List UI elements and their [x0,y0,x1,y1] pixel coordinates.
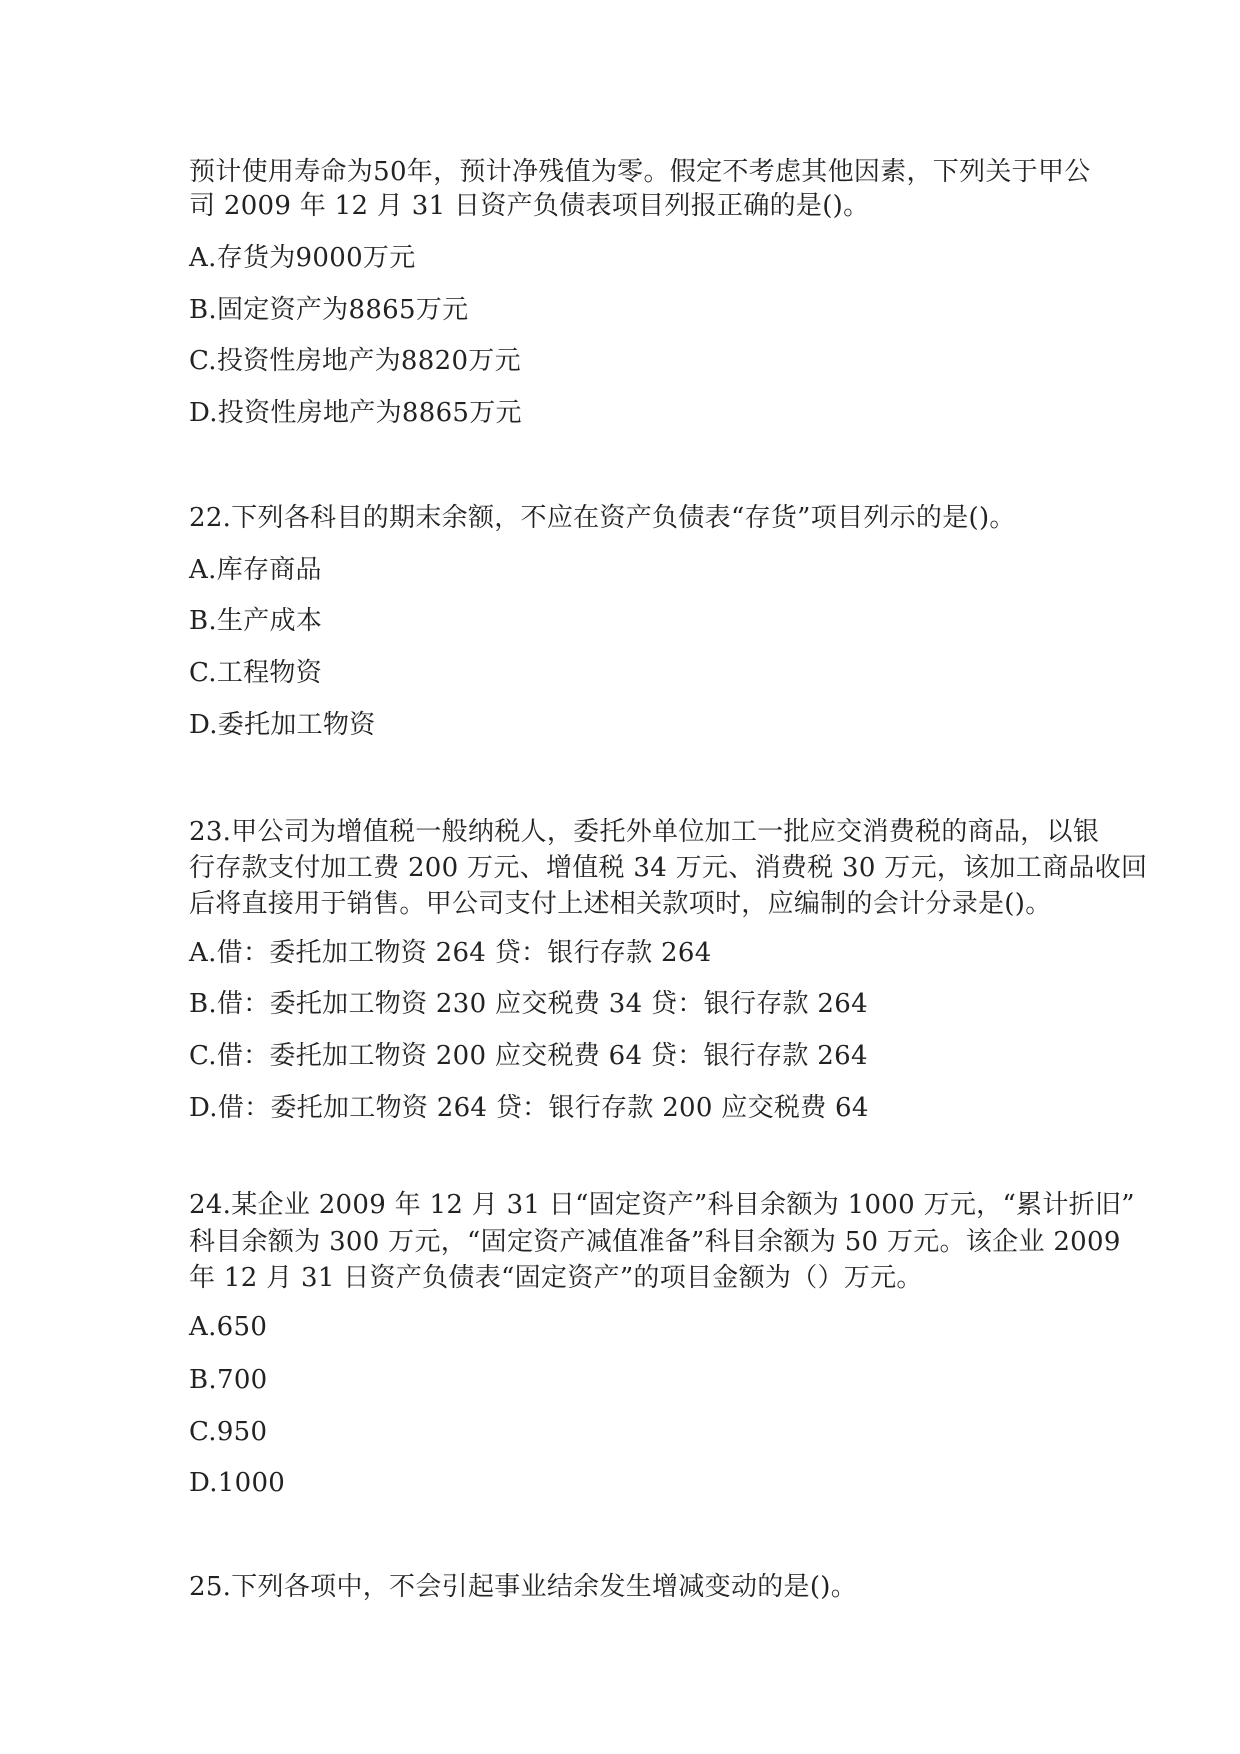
question-stem-line: 科目余额为 300 万元，“固定资产减值准备”科目余额为 50 万元。该企业 2009 [189,1227,1121,1257]
question-stem-line: 年 12 月 31 日资产负债表“固定资产”的项目金额为（）万元。 [189,1263,923,1293]
question-23-stem: 23.甲公司为增值税一般纳税人，委托外单位加工一批应交消费税的商品，以银 [189,817,1100,847]
option-d: D.借：委托加工物资 264 贷：银行存款 200 应交税费 64 [189,1093,869,1123]
option-c: C.投资性房地产为8820万元 [189,346,521,376]
option-c: C.工程物资 [189,658,323,688]
option-a: A.存货为9000万元 [189,243,416,273]
option-b: B.700 [189,1365,268,1395]
option-b: B.固定资产为8865万元 [189,295,469,325]
question-stem-line: 司 2009 年 12 月 31 日资产负债表项目列报正确的是()。 [189,191,870,221]
option-d: D.1000 [189,1468,286,1498]
question-25-stem: 25.下列各项中，不会引起事业结余发生增减变动的是()。 [189,1572,858,1602]
question-24-stem: 24.某企业 2009 年 12 月 31 日“固定资产”科目余额为 1000 万元，“累计折旧” [189,1190,1135,1220]
option-c: C.借：委托加工物资 200 应交税费 64 贷：银行存款 264 [189,1041,868,1071]
question-stem-line: 预计使用寿命为50年，预计净残值为零。假定不考虑其他因素，下列关于甲公 [189,157,1091,187]
option-a: A.650 [189,1312,268,1342]
option-b: B.生产成本 [189,606,323,636]
question-stem-line: 行存款支付加工费 200 万元、增值税 34 万元、消费税 30 万元，该加工商品收回 [189,853,1148,883]
option-a: A.借：委托加工物资 264 贷：银行存款 264 [189,938,712,968]
option-a: A.库存商品 [189,555,322,585]
option-d: D.投资性房地产为8865万元 [189,398,522,428]
question-stem-line: 后将直接用于销售。甲公司支付上述相关款项时，应编制的会计分录是()。 [189,889,1052,919]
option-b: B.借：委托加工物资 230 应交税费 34 贷：银行存款 264 [189,989,868,1019]
option-c: C.950 [189,1417,268,1447]
option-d: D.委托加工物资 [189,710,376,740]
question-22-stem: 22.下列各科目的期末余额，不应在资产负债表“存货”项目列示的是()。 [189,503,1016,533]
